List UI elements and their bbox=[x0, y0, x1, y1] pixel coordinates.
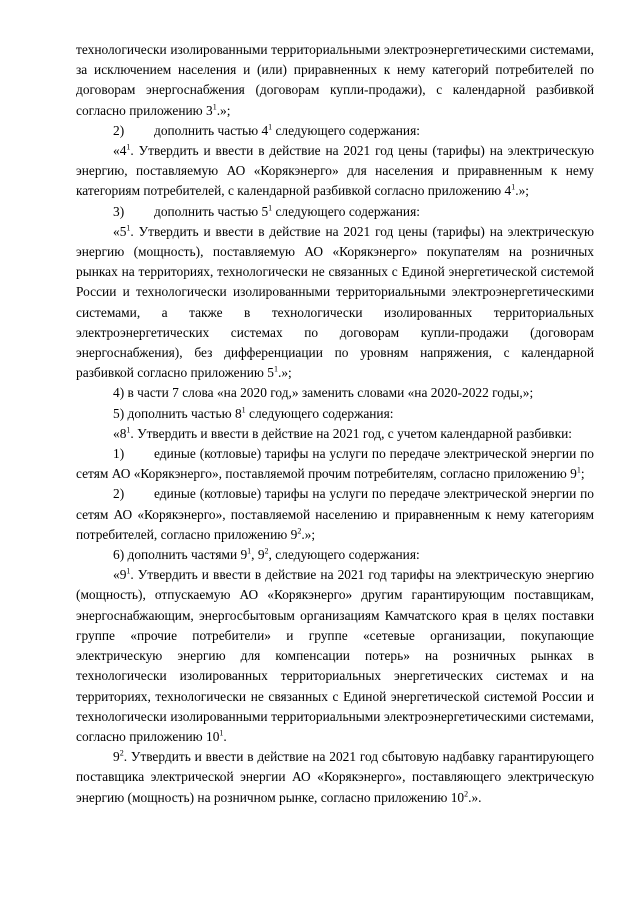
paragraph: $9^2$. Утвердить и ввести в действие на 2021 год сбытовую надбавку гарантирующего поставщика электрической энергии АО «Корякэнерго», поставляющего электрическую энергию (мощность) на розничном рынке, согласно приложению $10^2$.». bbox=[76, 748, 594, 805]
item-number: 1) bbox=[113, 446, 125, 462]
item-text: дополнить частью $4^1$ следующего содержания: bbox=[154, 122, 420, 138]
paragraph: технологически изолированными территориальными электроэнергетическими системами, за исключением населения и (или) приравненных к нему категорий потребителей по договорам энергоснабжения (договорам купли-продажи), с календарной разбивкой согласно приложению $3^1$.»; bbox=[76, 42, 594, 118]
item-text: дополнить частью $5^1$ следующего содержания: bbox=[154, 203, 420, 219]
paragraph: 4) в части 7 слова «на 2020 год,» заменить словами «на 2020-2022 годы,»; bbox=[113, 385, 534, 401]
paragraph: «$9^1$. Утвердить и ввести в действие на 2021 год тарифы на электрическую энергию (мощность), отпускаемую АО «Корякэнерго» другим гарантирующим поставщикам, энергоснабжающим, энергосбытовым организациям Камчатского края в целях поставки группе «прочие потребители» и группе «сетевые организации, покупающие электрическую энергию для компенсации потерь» на розничных рынках в технологически изолированных территориальных энергетических системах и на территориях, технологически не связанных с Единой энергетической системой России и технологически изолированными территориальными электроэнергетическими системами, согласно приложению $10^1$. bbox=[76, 566, 594, 744]
item-number: 2) bbox=[113, 122, 125, 138]
list-item bbox=[76, 444, 594, 484]
list-item bbox=[76, 484, 594, 545]
document-page bbox=[76, 40, 594, 808]
paragraph: «$4^1$. Утвердить и ввести в действие на 2021 год цены (тарифы) на электрическую энергию, поставляемую АО «Корякэнерго» для населения и приравненным к нему категориям потребителей, с календарной разбивкой согласно приложению $4^1$.»; bbox=[76, 142, 594, 199]
list-item bbox=[76, 121, 594, 141]
paragraph: 5) дополнить частью $8^1$ следующего содержания: bbox=[113, 405, 394, 421]
item-text: единые (котловые) тарифы на услуги по передаче электрической энергии по сетям АО «Корякэнерго», поставляемой населению и приравненным к нему категориям потребителей, согласно приложению $9^2$.»; bbox=[76, 486, 594, 542]
paragraph: «$5^1$. Утвердить и ввести в действие на 2021 год цены (тарифы) на электрическую энергию (мощность), поставляемую АО «Корякэнерго» покупателям на розничных рынках на территориях, технологически не связанных с Единой энергетической системой России и технологически изолированными территориальными электроэнергетическими системами, а также в технологически изолированных территориальных электроэнергетических системах по договорам купли-продажи (договорам энергоснабжения), без дифференциации по уровням напряжения, с календарной разбивкой согласно приложению $5^1$.»; bbox=[76, 223, 594, 381]
paragraph: 6) дополнить частями $9^1$, $9^2$, следующего содержания: bbox=[113, 546, 420, 563]
paragraph: «$8^1$. Утвердить и ввести в действие на 2021 год, с учетом календарной разбивки: bbox=[113, 425, 573, 441]
list-item bbox=[76, 202, 594, 222]
item-number: 2) bbox=[113, 486, 125, 502]
item-text: единые (котловые) тарифы на услуги по передаче электрической энергии по сетям АО «Корякэнерго», поставляемой прочим потребителям, согласно приложению $9^1$; bbox=[76, 446, 594, 482]
item-number: 3) bbox=[113, 203, 125, 219]
